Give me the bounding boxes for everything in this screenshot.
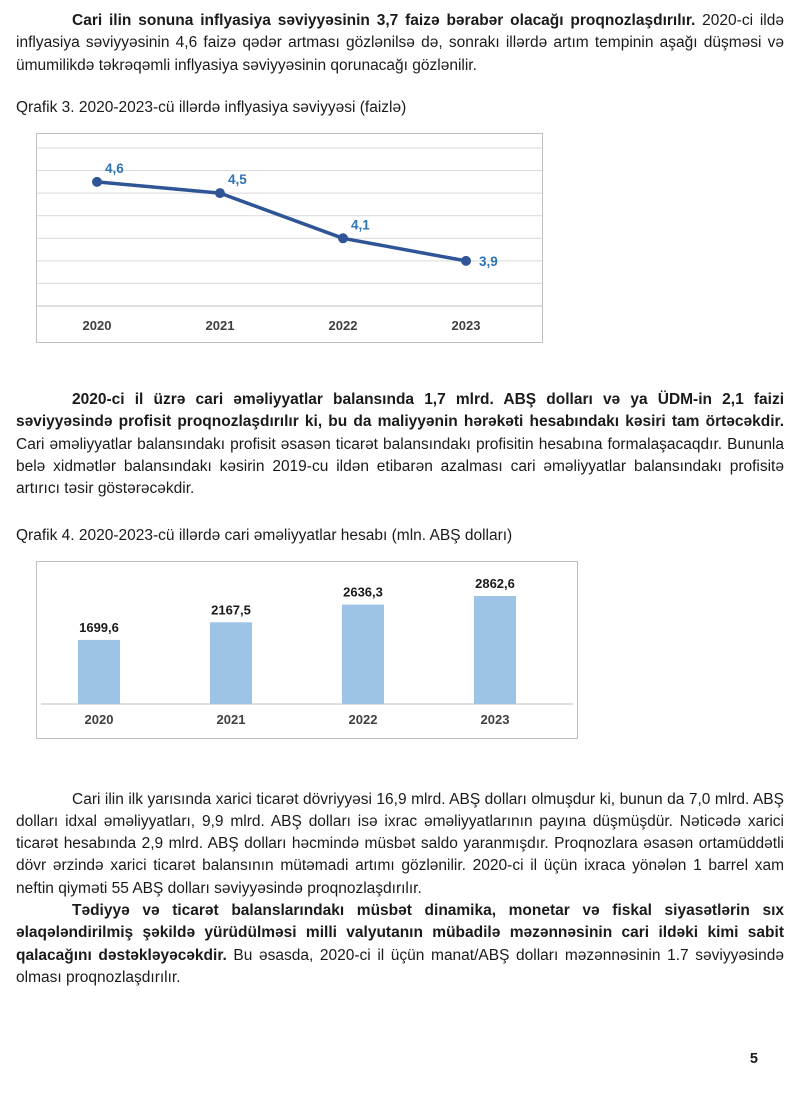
paragraph-current-account-rest: Cari əməliyyatlar balansındakı profisit əsasən ticarət balansındakı profisitin hesabına formalaşacaqdır. Bununla belə xidmətlər balansındakı kəsirin 2019-cu ildən etibarən azalması cari əməliyyatlar balansındakı profisitə artırıcı təsir göstərəcəkdir.: [16, 435, 784, 498]
chart3-caption: Qrafik 3. 2020-2023-cü illərdə inflyasiya səviyyəsi (faizlə): [16, 98, 407, 116]
paragraph-current-account-lead: 2020-ci il üzrə cari əməliyyatlar balansında 1,7 mlrd. ABŞ dolları və ya ÜDM-in 2,1 faizi səviyyəsində profisit proqnozlaşdırılır ki, bu da maliyyənin hərəkəti hesabındakı kəsiri tam örtəcəkdir.: [16, 390, 784, 431]
svg-text:2167,5: 2167,5: [211, 601, 251, 617]
svg-text:2862,6: 2862,6: [475, 575, 515, 591]
paragraph-inflation-forecast: [16, 10, 784, 77]
svg-text:4,6: 4,6: [105, 160, 124, 176]
paragraph-exchange-rate-rest: Bu əsasda, 2020-ci il üçün manat/ABŞ dolları məzənnəsinin 1.7 səviyyəsində olması proqnozlaşdırılır.: [16, 946, 784, 986]
svg-text:2020: 2020: [82, 317, 112, 333]
svg-text:2022: 2022: [328, 317, 358, 333]
paragraph-foreign-trade: Cari ilin ilk yarısında xarici ticarət dövriyyəsi 16,9 mlrd. ABŞ dolları olmuşdur ki, bunun da 7,0 mlrd. ABŞ dolları idxal əməliyyatları, 9,9 mlrd. ABŞ dolları isə ixrac əməliyyatlarının payına düşmüşdür. Nəticədə xarici ticarət hesabında 2,9 mlrd. ABŞ dolları həcmində müsbət saldo yaranmışdır. Proqnozlara əsasən ortamüddətli dövr ərzində xarici ticarət balansının mütəmadi artımı gözlənilir. 2020-ci il üçün ixraca yönələn 1 barrel xam neftin qiyməti 55 ABŞ dolları səviyyəsində proqnozlaşdırılır.: [16, 790, 784, 897]
page-number: 5: [749, 1051, 758, 1067]
svg-text:1699,6: 1699,6: [79, 619, 119, 635]
svg-text:2023: 2023: [451, 317, 481, 333]
inflation-line-chart: [36, 133, 543, 343]
svg-text:4,1: 4,1: [351, 217, 370, 233]
inflation-line-chart-svg: [37, 134, 542, 342]
paragraph-exchange-rate: [16, 900, 784, 989]
svg-text:3,9: 3,9: [479, 253, 498, 269]
svg-text:4,5: 4,5: [228, 172, 247, 188]
svg-text:2023: 2023: [480, 711, 510, 727]
svg-text:2021: 2021: [205, 317, 235, 333]
current-account-bar-chart-svg: [37, 562, 577, 738]
chart4-caption: Qrafik 4. 2020-2023-cü illərdə cari əməliyyatlar hesabı (mln. ABŞ dolları): [16, 526, 513, 544]
paragraph-current-account: [16, 389, 784, 501]
svg-text:2020: 2020: [84, 711, 114, 727]
paragraph-inflation-forecast-lead: Cari ilin sonuna inflyasiya səviyyəsinin 3,7 faizə bərabər olacağı proqnozlaşdırılır.: [72, 12, 696, 29]
paragraph-inflation-forecast-rest: 2020-ci ildə inflyasiya səviyyəsinin 4,6 faizə qədər artması gözlənilsə də, sonrakı illərdə artım tempinin aşağı düşməsi və ümumilikdə təkrəqəmli inflyasiya səviyyəsinin qorunacağı gözlənilir.: [16, 12, 784, 74]
paragraph-exchange-rate-lead: Tədiyyə və ticarət balanslarındakı müsbət dinamika, monetar və fiskal siyasətlərin sıx əlaqələndirilmiş şəkildə yürüdülməsi milli valyutanın mübadilə məzənnəsinin cari ildəki kimi sabit qalacağını dəstəkləyəcəkdir.: [16, 902, 784, 964]
svg-text:2021: 2021: [216, 711, 246, 727]
current-account-bar-chart: [36, 561, 578, 739]
svg-text:2022: 2022: [348, 711, 378, 727]
svg-text:2636,3: 2636,3: [343, 584, 383, 600]
